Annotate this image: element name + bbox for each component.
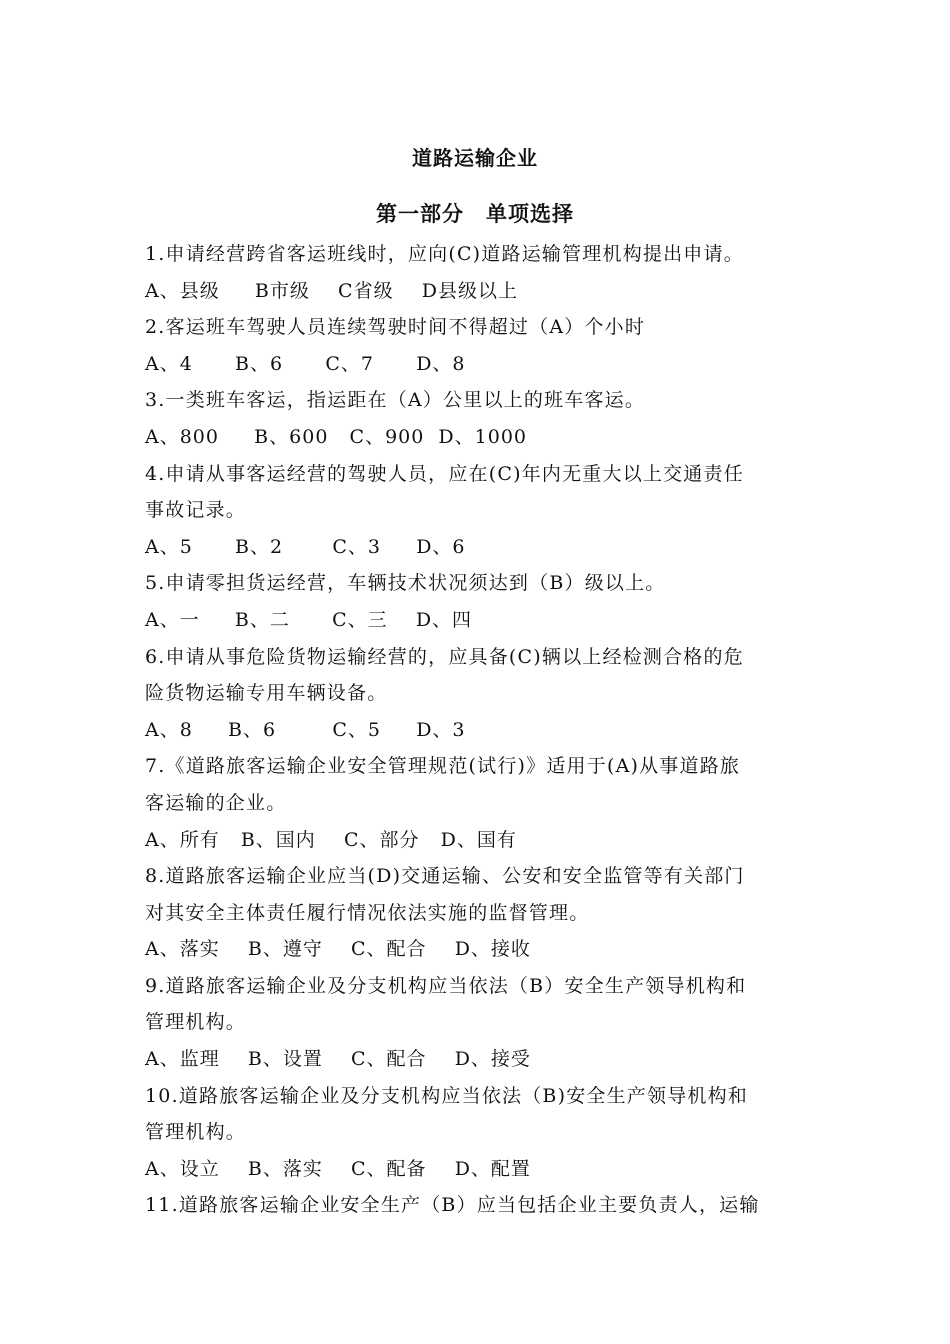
question-8-text: 8.道路旅客运输企业应当(D)交通运输、公安和安全监管等有关部门 [145,865,745,888]
question-6-text-cont: 险货物运输专用车辆设备。 [145,682,388,705]
question-7-text-cont: 客运输的企业。 [145,791,287,814]
question-5-options: A、一 B、二 C、三 D、四 [145,608,473,631]
question-4-options: A、5 B、2 C、3 D、6 [145,535,466,558]
question-7-text: 7.《道路旅客运输企业安全管理规范(试行)》适用于(A)从事道路旅 [145,755,741,778]
question-2-text: 2.客运班车驾驶人员连续驾驶时间不得超过（A）个小时 [145,316,646,339]
question-4-text: 4.申请从事客运经营的驾驶人员，应在(C)年内无重大以上交通责任 [145,462,744,485]
question-9-text-cont: 管理机构。 [145,1011,247,1034]
question-8-options: A、落实 B、遵守 C、配合 D、接收 [145,938,531,961]
question-5-text: 5.申请零担货运经营，车辆技术状况须达到（B）级以上。 [145,572,666,595]
question-10-text: 10.道路旅客运输企业及分支机构应当依法（B)安全生产领导机构和 [145,1084,748,1107]
question-list [145,236,813,1224]
question-7-options: A、所有 B、国内 C、部分 D、国有 [145,828,517,851]
question-3-text: 3.一类班车客运，指运距在（A）公里以上的班车客运。 [145,389,646,412]
question-1-text: 1.申请经营跨省客运班线时，应向(C)道路运输管理机构提出申请。 [145,243,744,265]
question-10-text-cont: 管理机构。 [145,1121,247,1144]
section-heading: 第一部分 单项选择 [376,202,574,226]
question-6-text: 6.申请从事危险货物运输经营的，应具备(C)辆以上经检测合格的危 [145,645,744,668]
question-9-options: A、监理 B、设置 C、配合 D、接受 [145,1048,531,1071]
document-title: 道路运输企业 [412,146,538,170]
question-1-options: A、县级 B市级 C省级 D县级以上 [145,279,518,302]
question-9-text: 9.道路旅客运输企业及分支机构应当依法（B）安全生产领导机构和 [145,974,747,997]
question-3-options: A、800 B、600 C、900 D、1000 [145,425,527,448]
question-10-options: A、设立 B、落实 C、配备 D、配置 [145,1157,531,1180]
question-4-text-cont: 事故记录。 [145,499,247,522]
question-2-options: A、4 B、6 C、7 D、8 [145,352,466,375]
question-6-options: A、8 B、6 C、5 D、3 [145,718,466,741]
question-11-text: 11.道路旅客运输企业安全生产（B）应当包括企业主要负责人，运输 [145,1194,760,1217]
question-8-text-cont: 对其安全主体责任履行情况依法实施的监督管理。 [145,901,590,924]
